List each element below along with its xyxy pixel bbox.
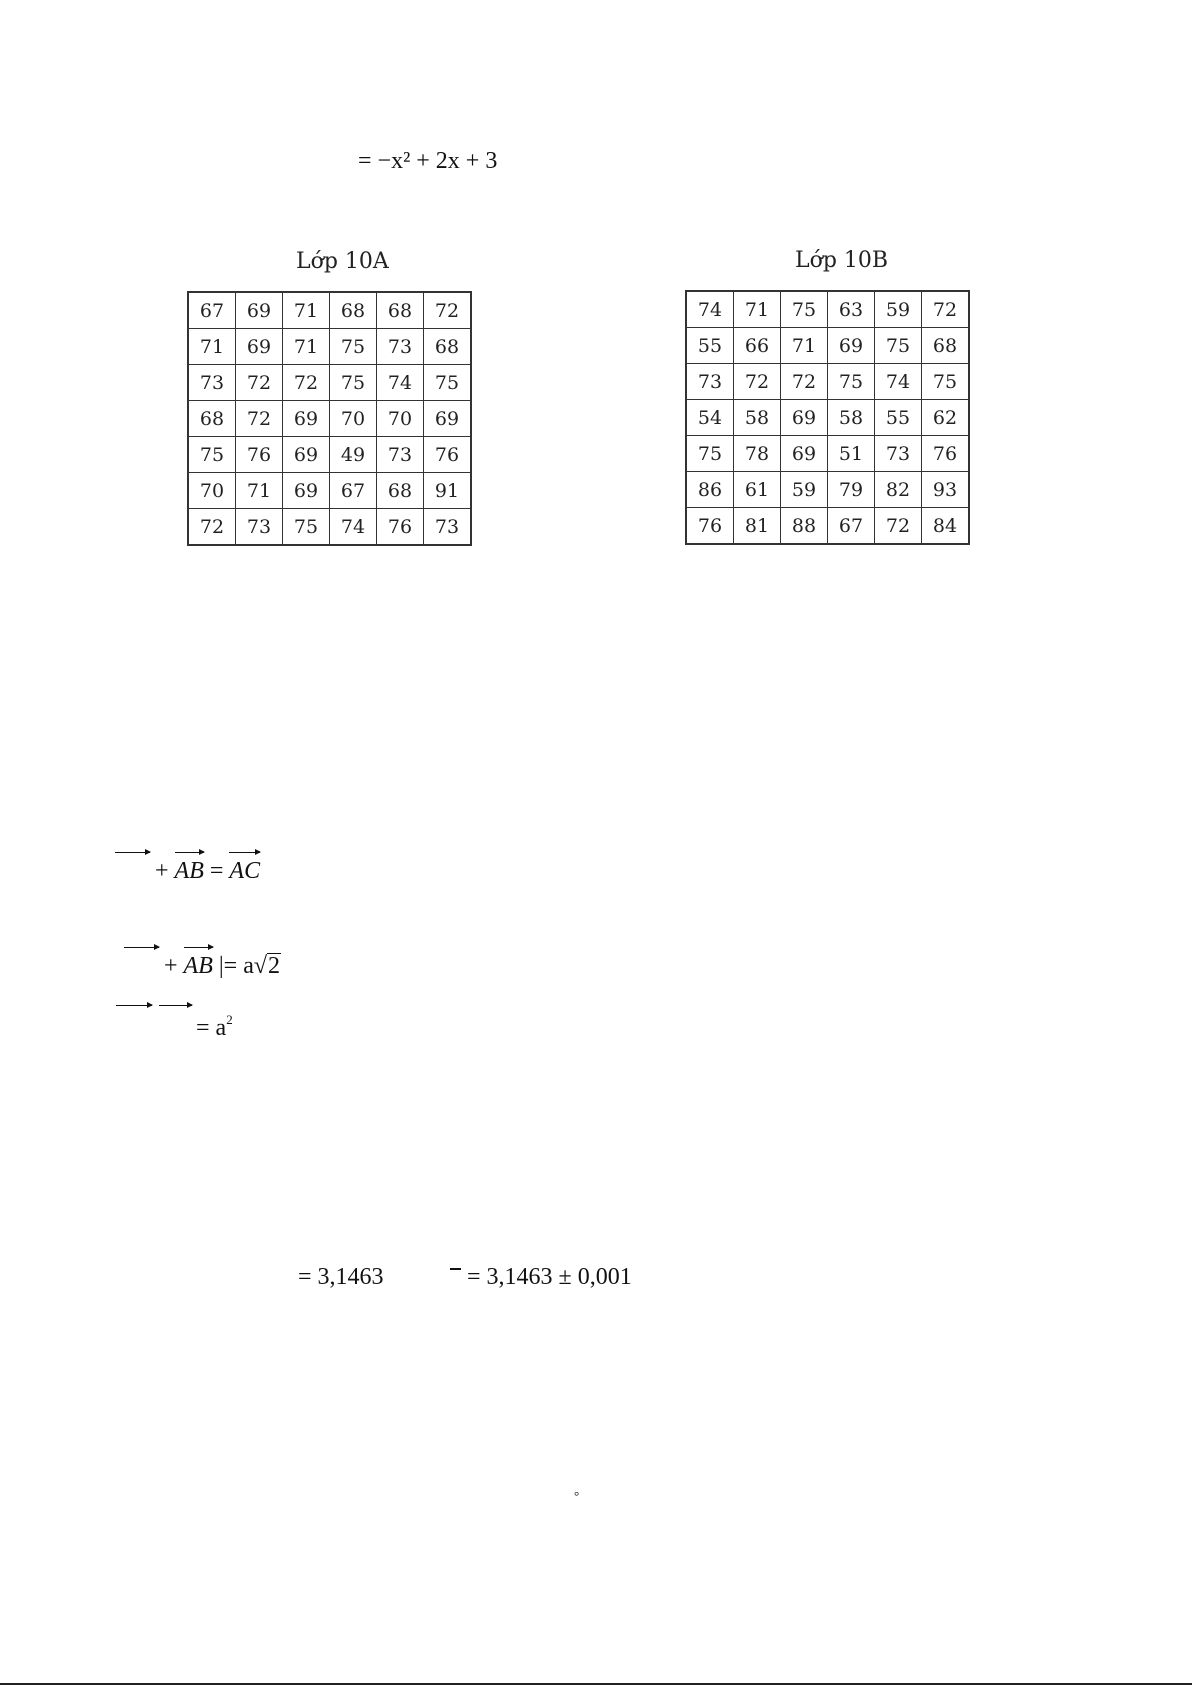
table-title-10a: Lớp 10A: [296, 249, 389, 274]
table-cell: 69: [781, 436, 828, 472]
table-cell: 76: [236, 437, 283, 473]
table-cell: 72: [875, 508, 922, 545]
table-cell: 75: [781, 291, 828, 328]
table-cell: 69: [828, 328, 875, 364]
plus-sign: +: [164, 953, 178, 979]
table-cell: 51: [828, 436, 875, 472]
table-cell: 69: [236, 329, 283, 365]
equals-sign: =: [209, 858, 224, 884]
table-cell: 73: [236, 509, 283, 546]
vector-ab: AB: [184, 953, 213, 980]
table-cell: 68: [922, 328, 970, 364]
table-row: [686, 364, 969, 400]
table-row: [686, 436, 969, 472]
table-cell: 75: [283, 509, 330, 546]
table-cell: 69: [283, 473, 330, 509]
table-cell: 68: [188, 401, 236, 437]
table-cell: 68: [377, 292, 424, 329]
table-cell: 63: [828, 291, 875, 328]
table-cell: 75: [330, 329, 377, 365]
vector-arrow-icon: [116, 1005, 152, 1006]
table-cell: 75: [922, 364, 970, 400]
table-cell: 75: [188, 437, 236, 473]
table-row: [188, 473, 471, 509]
table-cell: 55: [686, 328, 734, 364]
table-cell: 88: [781, 508, 828, 545]
vector-sum-equation: [155, 858, 260, 885]
table-cell: 69: [236, 292, 283, 329]
table-cell: 75: [686, 436, 734, 472]
table-cell: 62: [922, 400, 970, 436]
table-cell: 73: [686, 364, 734, 400]
table-row: [686, 291, 969, 328]
table-row: [188, 329, 471, 365]
table-cell: 69: [781, 400, 828, 436]
magnitude-close: |= a: [218, 953, 254, 979]
table-cell: 75: [424, 365, 472, 401]
table-cell: 74: [875, 364, 922, 400]
parabola-equation: = −x² + 2x + 3: [358, 148, 498, 174]
table-cell: 73: [875, 436, 922, 472]
table-row: [188, 401, 471, 437]
table-cell: 76: [922, 436, 970, 472]
vector-ac: AC: [229, 858, 260, 885]
table-row: [188, 437, 471, 473]
vector-magnitude-equation: [164, 953, 281, 980]
table-cell: 68: [330, 292, 377, 329]
table-row: [686, 472, 969, 508]
table-cell: 55: [875, 400, 922, 436]
table-cell: 75: [330, 365, 377, 401]
vector-arrow-icon: [159, 1005, 192, 1006]
table-row: [686, 400, 969, 436]
table-cell: 70: [330, 401, 377, 437]
dot-product-equation: = $a^2$: [196, 1012, 233, 1041]
table-cell: 68: [424, 329, 472, 365]
table-title-10b: Lớp 10B: [795, 248, 889, 273]
table-cell: 58: [828, 400, 875, 436]
table-cell: 72: [922, 291, 970, 328]
table-cell: 73: [188, 365, 236, 401]
table-cell: 67: [828, 508, 875, 545]
table-cell: 82: [875, 472, 922, 508]
table-cell: 69: [283, 437, 330, 473]
table-cell: 54: [686, 400, 734, 436]
vector-arrow-icon: [115, 852, 150, 853]
table-cell: 72: [283, 365, 330, 401]
overbar-mark: [450, 1268, 461, 1270]
table-cell: 72: [424, 292, 472, 329]
score-table-10b: [685, 290, 970, 545]
table-cell: 67: [330, 473, 377, 509]
table-cell: 59: [875, 291, 922, 328]
table-cell: 69: [424, 401, 472, 437]
pi-approx-value: = 3,1463: [298, 1264, 384, 1290]
table-cell: 73: [424, 509, 472, 546]
table-row: [686, 508, 969, 545]
table-cell: 86: [686, 472, 734, 508]
plus-sign: +: [155, 858, 169, 884]
table-cell: 71: [781, 328, 828, 364]
table-cell: 71: [188, 329, 236, 365]
table-cell: 70: [188, 473, 236, 509]
table-cell: 74: [377, 365, 424, 401]
table-cell: 75: [875, 328, 922, 364]
score-table-10a: [187, 291, 472, 546]
table-cell: 72: [781, 364, 828, 400]
table-cell: 76: [424, 437, 472, 473]
sqrt-icon: √: [253, 953, 268, 979]
table-cell: 84: [922, 508, 970, 545]
table-cell: 78: [734, 436, 781, 472]
table-cell: 75: [828, 364, 875, 400]
table-cell: 79: [828, 472, 875, 508]
table-row: [188, 292, 471, 329]
table-cell: 72: [734, 364, 781, 400]
table-cell: 67: [188, 292, 236, 329]
table-row: [188, 365, 471, 401]
table-cell: 71: [734, 291, 781, 328]
pi-interval-value: = 3,1463 ± 0,001: [467, 1264, 632, 1290]
vector-arrow-icon: [124, 947, 159, 948]
table-cell: 71: [236, 473, 283, 509]
table-cell: 73: [377, 437, 424, 473]
table-cell: 59: [781, 472, 828, 508]
table-cell: 72: [188, 509, 236, 546]
table-cell: 58: [734, 400, 781, 436]
table-cell: 71: [283, 292, 330, 329]
degree-mark: °: [574, 1488, 580, 1503]
table-cell: 70: [377, 401, 424, 437]
table-cell: 76: [686, 508, 734, 545]
table-cell: 74: [330, 509, 377, 546]
table-cell: 73: [377, 329, 424, 365]
table-cell: 91: [424, 473, 472, 509]
table-cell: 81: [734, 508, 781, 545]
table-cell: 74: [686, 291, 734, 328]
sqrt-radicand: 2: [268, 953, 281, 979]
table-cell: 93: [922, 472, 970, 508]
table-row: [686, 328, 969, 364]
table-row: [188, 509, 471, 546]
table-cell: 68: [377, 473, 424, 509]
table-cell: 72: [236, 401, 283, 437]
table-cell: 49: [330, 437, 377, 473]
table-cell: 69: [283, 401, 330, 437]
table-cell: 61: [734, 472, 781, 508]
table-cell: 71: [283, 329, 330, 365]
table-cell: 72: [236, 365, 283, 401]
table-cell: 66: [734, 328, 781, 364]
table-cell: 76: [377, 509, 424, 546]
vector-ab: AB: [175, 858, 204, 885]
